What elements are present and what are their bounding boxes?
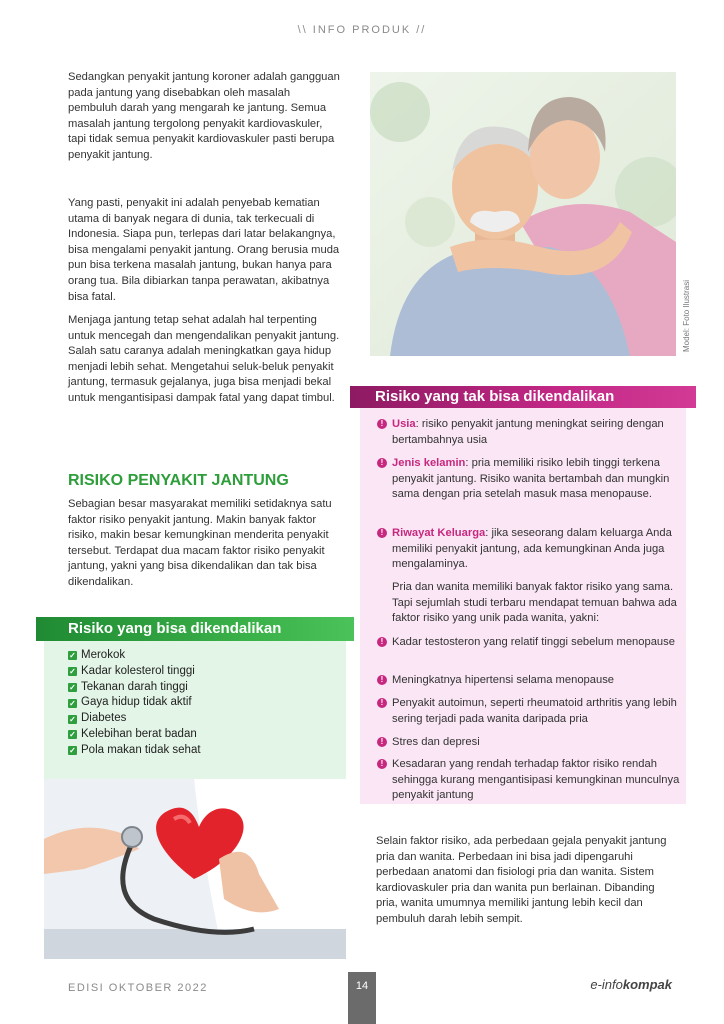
check-icon: ✓ bbox=[69, 730, 76, 740]
list-item: ✓ Merokok bbox=[69, 649, 126, 661]
list-item: ✓ Pola makan tidak sehat bbox=[69, 743, 201, 756]
bullet-icon: ! bbox=[377, 458, 387, 468]
brand-logo: e-infokompak bbox=[590, 977, 672, 992]
photo-credit: Model: Foto Ilustrasi bbox=[682, 279, 691, 352]
check-icon: ✓ bbox=[69, 714, 76, 724]
list-item: ✓ Kadar kolesterol tinggi bbox=[69, 664, 195, 677]
check-icon: ✓ bbox=[69, 746, 76, 756]
bullet-icon: ! bbox=[377, 419, 387, 429]
check-icon: ✓ bbox=[69, 651, 76, 661]
check-icon: ✓ bbox=[69, 667, 76, 677]
check-icon: ✓ bbox=[69, 698, 76, 708]
elderly-couple-photo bbox=[370, 72, 676, 356]
list-item: ! Riwayat Keluarga: jika seseorang dalam keluarga Anda memiliki penyakit jantung, ada kemungkinan Anda juga mengalaminya. bbox=[392, 526, 680, 573]
controllable-risk-header bbox=[36, 617, 354, 641]
doctor-heart-photo bbox=[44, 779, 346, 959]
list-item: ! Jenis kelamin: pria memiliki risiko lebih tinggi terkena penyakit jantung. Risiko wanita bertambah dan mungkin sama dengan pria setelah masuk masa menopause. bbox=[392, 456, 680, 503]
bullet-icon: ! bbox=[377, 675, 387, 685]
page-number: 14 bbox=[348, 972, 376, 1024]
list-item: ! Usia: risiko penyakit jantung meningkat seiring dengan bertambahnya usia bbox=[392, 417, 680, 448]
risk-section-body: Sebagian besar masyarakat memiliki setidaknya satu faktor risiko penyakit jantung. Makin banyak faktor risiko, makin besar kemungkinan menderita penyakit tersebut. Terdapat dua macam faktor risiko penyakit jantung, yakni yang bisa dikendalikan dan tak bisa dikendalikan. bbox=[68, 498, 332, 588]
list-item: ✓ Kelebihan berat badan bbox=[69, 727, 197, 740]
controllable-risk-list bbox=[68, 648, 201, 759]
list-item: ✓ Tekanan darah tinggi bbox=[69, 680, 188, 693]
bullet-icon: ! bbox=[377, 698, 387, 708]
list-item: ! Meningkatnya hipertensi selama menopause bbox=[392, 673, 680, 689]
intro-paragraph-1: Sedangkan penyakit jantung koroner adalah gangguan pada jantung yang disebabkan oleh masalah pembuluh darah yang mengarah ke jantung. Semua masalah jantung tergolong penyakit kardiovaskuler, tapi tidak semua penyakit kardiovaskuler pasti berupa penyakit jantung. bbox=[68, 71, 340, 161]
list-item: ✓ Diabetes bbox=[69, 712, 127, 725]
heart-stethoscope-illustration bbox=[44, 779, 346, 959]
bullet-icon: ! bbox=[377, 528, 387, 538]
bullet-icon: ! bbox=[377, 737, 387, 747]
uncontrollable-risk-header bbox=[350, 386, 696, 408]
bullet-icon: ! bbox=[377, 759, 387, 769]
edition-label: EDISI OKTOBER 2022 bbox=[68, 982, 208, 994]
check-icon: ✓ bbox=[69, 682, 76, 692]
controllable-risk-title: Risiko yang bisa dikendalikan bbox=[68, 620, 282, 637]
bullet-icon: ! bbox=[377, 637, 387, 647]
list-item: ! Stres dan depresi bbox=[392, 735, 680, 751]
list-item: ! Kadar testosteron yang relatif tinggi sebelum menopause bbox=[392, 635, 680, 651]
couple-illustration bbox=[370, 72, 676, 356]
section-header: \\ INFO PRODUK // bbox=[297, 24, 427, 36]
women-risk-note: Pria dan wanita memiliki banyak faktor risiko yang sama. Tapi sejumlah studi terbaru mendapat temuan bahwa ada faktor risiko yang unik pada wanita, yakni: bbox=[392, 581, 677, 625]
intro-paragraph-2: Yang pasti, penyakit ini adalah penyebab kematian utama di banyak negara di dunia, tak terkecuali di Indonesia. Siapa pun, terlepas dari latar belakangnya, bisa mengalami penyakit jantung. Orang berusia muda pun bisa terkena masalah jantung, bukan hanya para orang tua. Bila dibiarkan tanpa perawatan, akibatnya bisa fatal. bbox=[68, 197, 340, 303]
uncontrollable-risk-title: Risiko yang tak bisa dikendalikan bbox=[375, 388, 615, 405]
list-item: ! Kesadaran yang rendah terhadap faktor risiko rendah sehingga kurang mengantisipasi kemungkinan munculnya penyakit jantung bbox=[392, 757, 680, 804]
list-item: ✓ Gaya hidup tidak aktif bbox=[69, 696, 192, 709]
intro-paragraph-3: Menjaga jantung tetap sehat adalah hal terpenting untuk mencegah dan mengendalikan penyakit jantung. Salah satu caranya adalah meningkatkan gaya hidup menjadi lebih sehat. Mengetahui seluk-beluk penyakit jantung, termasuk gejalanya, juga bisa menjadi bekal untuk mengantisipasi dampak fatal yang dapat timbul. bbox=[68, 314, 340, 404]
list-item: ! Penyakit autoimun, seperti rheumatoid arthritis yang lebih sering terjadi pada wanita daripada pria bbox=[392, 696, 680, 727]
risk-section-title: RISIKO PENYAKIT JANTUNG bbox=[68, 472, 289, 489]
closing-paragraph: Selain faktor risiko, ada perbedaan gejala penyakit jantung pria dan wanita. Perbedaan ini bisa jadi dipengaruhi perbedaan anatomi dan fisiologi pria dan wanita. Sistem kardiovaskuler pria dan wanita pun berlainan. Dibanding pria, wanita umumnya memiliki jantung lebih kecil dan pembuluh darah lebih sempit. bbox=[376, 835, 667, 925]
